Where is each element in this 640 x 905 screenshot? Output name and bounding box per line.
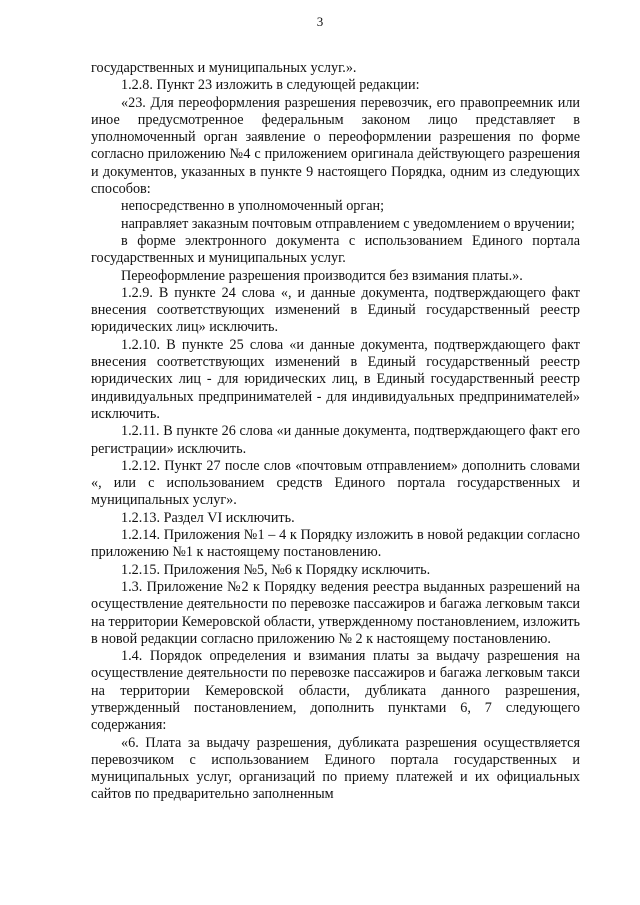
paragraph: 1.2.10. В пункте 25 слова «и данные документа, подтверждающего факт внесения соответствующих изменений в Единый государственный реестр юридических лиц - для юридических лиц, в Единый государственный реестр индивидуальных предпринимателей - для индивидуальных предпринимателей» исключить.	[91, 336, 580, 422]
paragraph: «6. Плата за выдачу разрешения, дубликата разрешения осуществляется перевозчиком с использованием Единого портала государственных и муниципальных услуг, организаций по приему платежей и их официальных сайтов по предварительно заполненным	[91, 734, 580, 803]
paragraph: 1.2.13. Раздел VI исключить.	[121, 509, 295, 526]
paragraph: 1.2.15. Приложения №5, №6 к Порядку исключить.	[121, 561, 431, 578]
page-number: 3	[316, 14, 324, 29]
paragraph: непосредственно в уполномоченный орган;	[121, 198, 385, 215]
paragraph: государственных и муниципальных услуг.».	[91, 60, 357, 76]
paragraph: 1.2.12. Пункт 27 после слов «почтовым отправлением» дополнить словами «, или с использованием средств Единого портала государственных и муниципальных услуг».	[91, 457, 580, 509]
paragraph: 1.4. Порядок определения и взимания платы за выдачу разрешения на осуществление деятельности по перевозке пассажиров и багажа легковым такси на территории Кемеровской области, дубликата данного разрешения, утвержденный постановлением, дополнить пунктами 6, 7 следующего содержания:	[91, 648, 580, 734]
paragraph: 1.3. Приложение №2 к Порядку ведения реестра выданных разрешений на осуществление деятельности по перевозке пассажиров и багажа легковым такси на территории Кемеровской области, утвержденному постановлением, изложить в новой редакции согласно приложению № 2 к настоящему постановлению.	[91, 578, 580, 647]
paragraph: 1.2.11. В пункте 26 слова «и данные документа, подтверждающего факт его регистрации» исключить.	[91, 423, 580, 457]
paragraph: Переоформление разрешения производится без взимания платы.».	[121, 267, 523, 284]
paragraph: 1.2.9. В пункте 24 слова «, и данные документа, подтверждающего факт внесения соответствующих изменений в Единый государственный реестр юридических лиц» исключить.	[91, 284, 580, 336]
paragraph: направляет заказным почтовым отправлением с уведомлением о вручении;	[121, 215, 575, 232]
paragraph: 1.2.8. Пункт 23 изложить в следующей редакции:	[121, 77, 420, 94]
paragraph: в форме электронного документа с использованием Единого портала государственных и муниципальных услуг.	[91, 232, 580, 267]
paragraph: 1.2.14. Приложения №1 – 4 к Порядку изложить в новой редакции согласно приложению №1 к настоящему постановлению.	[91, 527, 580, 561]
paragraph: «23. Для переоформления разрешения перевозчик, его правопреемник или иное предусмотренное федеральным законом лицо представляет в уполномоченный орган заявление о переоформлении разрешения по форме согласно приложению №4 с приложением оригинала действующего разрешения и документов, указанных в пункте 9 настоящего Порядка, одним из следующих способов:	[91, 94, 580, 198]
document-body	[91, 60, 580, 804]
